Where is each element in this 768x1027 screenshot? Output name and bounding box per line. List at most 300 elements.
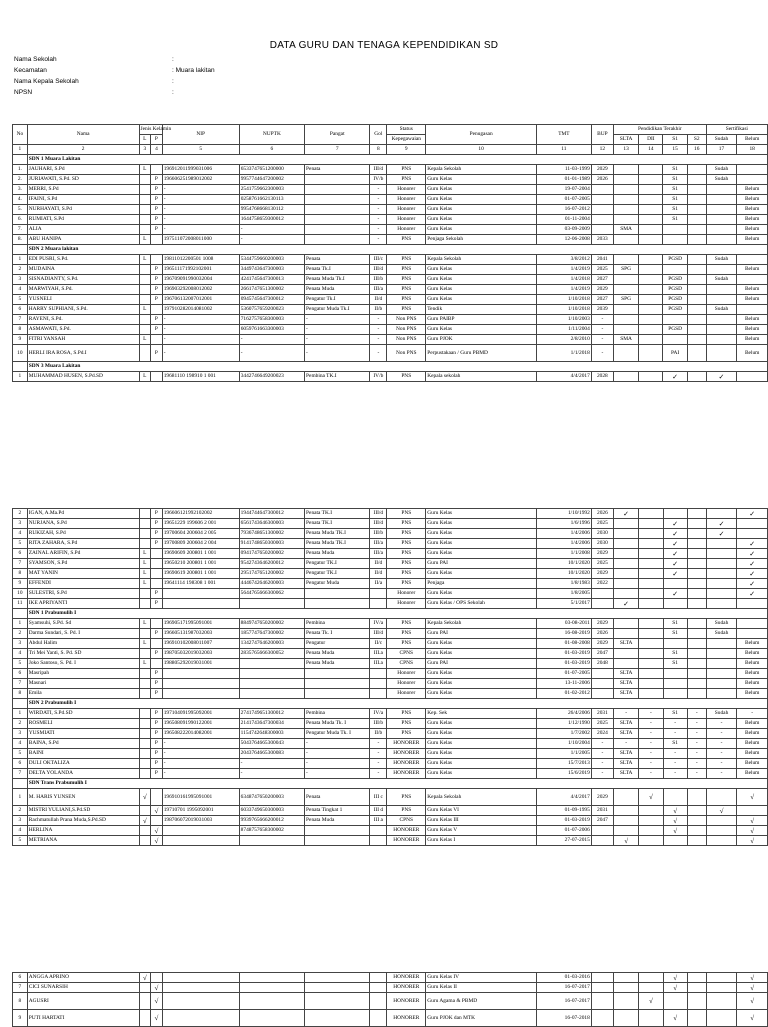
cell-nama: RUMIATI, S.Pd <box>27 215 139 225</box>
cell-jk-l: L <box>139 659 151 669</box>
cell-nip: - <box>162 759 239 769</box>
table-row <box>13 679 768 689</box>
cell-nama: Masnari <box>27 679 139 689</box>
cell-pangkat: - <box>305 739 370 749</box>
cell-no: 6. <box>13 215 28 225</box>
cell-dii <box>639 836 663 846</box>
cell-pangkat: - <box>305 325 370 335</box>
cell-no: 6 <box>13 973 28 983</box>
cell-bup: 2027 <box>591 275 613 285</box>
cell-bup: - <box>591 759 613 769</box>
cell-jk-l <box>139 275 151 285</box>
cell-sert-belum <box>737 599 768 609</box>
cell-nip: 198805292019031001 <box>162 659 239 669</box>
cell-nama: RITA ZAHARA, S.Pd <box>27 539 139 549</box>
col-s1-header: S1 <box>663 135 687 145</box>
cell-s1: - <box>663 729 687 739</box>
cell-s1 <box>663 836 687 846</box>
cell-bup <box>591 826 613 836</box>
cell-nama: MUDAINA <box>27 265 139 275</box>
cell-tmt: 1/7/2002 <box>537 729 592 739</box>
table-row <box>13 789 768 806</box>
cell-gol: IV/b <box>370 372 387 382</box>
cell-nip <box>162 679 239 689</box>
cell-tmt: 15/7/2013 <box>537 759 592 769</box>
cell-tmt: 01-03-2016 <box>537 973 592 983</box>
cell-nama: HERLINA <box>27 826 139 836</box>
cell-nama: ABU HANIPA <box>27 235 139 245</box>
cell-nuptk: 3442746649200023 <box>239 372 304 382</box>
cell-s1 <box>663 993 687 1010</box>
table-row <box>13 175 768 185</box>
cell-no: 10 <box>13 345 28 362</box>
cell-nip: 19651229 199606 2 001 <box>162 519 239 529</box>
cell-bup: 2048 <box>591 659 613 669</box>
table-row <box>13 275 768 285</box>
cell-jk-p: P <box>151 315 163 325</box>
cell-nama: Joko Santoso, S. Pd. I <box>27 659 139 669</box>
table-row <box>13 993 768 1010</box>
table-row <box>13 649 768 659</box>
cell-no: 1 <box>13 372 28 382</box>
cell-pangkat <box>305 215 370 225</box>
col-nuptk-header: NUPTK <box>239 125 304 145</box>
cell-nip: 196605131987032003 <box>162 629 239 639</box>
cell-pangkat: Penata Muda <box>305 649 370 659</box>
cell-status: HONORER <box>387 826 426 836</box>
cell-slta <box>613 315 638 325</box>
cell-no: 2 <box>13 806 28 816</box>
cell-nip: 19690609 200801 1 001 <box>162 549 239 559</box>
cell-bup <box>591 205 613 215</box>
cell-s1: S1 <box>663 195 687 205</box>
cell-dii <box>639 1010 663 1027</box>
cell-penugasan: Guru Kelas VI <box>426 806 537 816</box>
cell-jk-p: P <box>151 519 163 529</box>
col-pangkat-header: Pangat <box>305 125 370 145</box>
cell-s2 <box>687 509 706 519</box>
cell-tmt: 1/1/2008 <box>537 549 592 559</box>
cell-s2 <box>687 983 706 993</box>
cell-pangkat: Penata Muda <box>305 285 370 295</box>
cell-s2 <box>687 315 706 325</box>
cell-sert-belum: Belum <box>737 759 768 769</box>
cell-nip: 196706132007012001 <box>162 295 239 305</box>
cell-penugasan: Guru Kelas <box>426 185 537 195</box>
cell-pangkat <box>305 175 370 185</box>
cell-jk-p <box>151 619 163 629</box>
cell-penugasan: Guru Kelas <box>426 285 537 295</box>
cell-status: HONORER <box>387 973 426 983</box>
cell-s2 <box>687 669 706 679</box>
col-slta-header: SLTA <box>613 135 638 145</box>
cell-sert-sudah: - <box>706 749 737 759</box>
cell-penugasan: Kepala Sekolah <box>426 165 537 175</box>
cell-gol: III/d <box>370 265 387 275</box>
cell-sert-belum <box>737 806 768 816</box>
cell-nuptk: 6348747650200003 <box>239 789 304 806</box>
cell-sert-sudah <box>706 659 737 669</box>
cell-bup <box>591 993 613 1010</box>
header-row <box>13 125 768 135</box>
table-row <box>13 235 768 245</box>
cell-slta <box>613 579 638 589</box>
cell-no: 5 <box>13 659 28 669</box>
table-row <box>13 325 768 335</box>
cell-sert-sudah: - <box>706 769 737 779</box>
cell-sert-belum <box>737 629 768 639</box>
cell-nuptk: 2835765666300052 <box>239 649 304 659</box>
cell-penugasan: Penjaga Sekolah <box>426 235 537 245</box>
cell-jk-l <box>139 315 151 325</box>
cell-pangkat: - <box>305 769 370 779</box>
cell-penugasan: Guru Kelas / OPS Sekolah <box>426 599 537 609</box>
cell-s1: S1 <box>663 649 687 659</box>
cell-penugasan: Kepala Sekolah <box>426 619 537 629</box>
cell-sert-belum: Belum <box>737 639 768 649</box>
cell-no: 3 <box>13 639 28 649</box>
cell-sert-sudah: - <box>706 759 737 769</box>
col-dii-header: DII <box>639 135 663 145</box>
cell-gol: III.a <box>370 659 387 669</box>
cell-pangkat <box>305 993 370 1010</box>
cell-status: CPNS <box>387 816 426 826</box>
cell-pangkat: Penata Muda Tk.I <box>305 275 370 285</box>
cell-sert-sudah: ✓ <box>706 529 737 539</box>
cell-slta <box>613 549 638 559</box>
cell-jk-p <box>151 973 163 983</box>
cell-jk-l: L <box>139 619 151 629</box>
cell-jk-p: P <box>151 629 163 639</box>
cell-slta <box>613 255 638 265</box>
cell-no: 7. <box>13 225 28 235</box>
cell-gol <box>370 679 387 689</box>
cell-nuptk: 8748757658300002 <box>239 826 304 836</box>
cell-slta <box>613 649 638 659</box>
cell-dii <box>639 629 663 639</box>
cell-slta: ✓ <box>613 599 638 609</box>
section-no-cell <box>13 245 28 255</box>
cell-nuptk: 6033749650300003 <box>239 806 304 816</box>
cell-nuptk: 1944744647300012 <box>239 509 304 519</box>
cell-nuptk <box>239 836 304 846</box>
cell-tmt: 12-06-2008 <box>536 235 591 245</box>
cell-s2 <box>687 1010 706 1027</box>
cell-bup: 2031 <box>591 709 613 719</box>
cell-tmt: 1/6/1996 <box>537 519 592 529</box>
cell-dii <box>639 315 663 325</box>
table-row <box>13 769 768 779</box>
cell-nip: 196606121992102002 <box>162 509 239 519</box>
cell-nuptk <box>239 993 304 1010</box>
cell-no: 6 <box>13 549 28 559</box>
cell-penugasan: Guru Kelas <box>426 295 537 305</box>
cell-jk-p <box>151 335 163 345</box>
cell-penugasan: Guru Kelas <box>426 265 537 275</box>
cell-gol: II/d <box>370 295 387 305</box>
cell-pangkat <box>305 669 370 679</box>
table-row <box>13 265 768 275</box>
cell-tmt: 11-03-1999 <box>536 165 591 175</box>
cell-penugasan: Guru Kelas <box>426 275 537 285</box>
cell-penugasan: Guru PAI <box>426 559 537 569</box>
table-row <box>13 519 768 529</box>
cell-tmt: 01-07-2006 <box>537 826 592 836</box>
col-number-sert-belum: 18 <box>737 145 768 155</box>
cell-no: 4 <box>13 649 28 659</box>
cell-tmt: 01-08-2008 <box>537 639 592 649</box>
cell-bup <box>591 1010 613 1027</box>
cell-gol: III/d <box>370 509 387 519</box>
cell-jk-p: √ <box>151 983 163 993</box>
cell-bup <box>591 185 613 195</box>
cell-nama: WIRDATI, S.Pd.SD <box>27 709 139 719</box>
cell-pangkat: Pengatur Muda <box>305 579 370 589</box>
cell-gol: - <box>370 769 387 779</box>
cell-tmt: 01-03-2019 <box>537 816 592 826</box>
cell-slta: SLTA <box>613 769 638 779</box>
cell-sert-belum: Belum <box>737 659 768 669</box>
cell-jk-p: P <box>151 285 163 295</box>
cell-nuptk: 2741749651300012 <box>239 709 304 719</box>
cell-bup: 2031 <box>591 806 613 816</box>
col-tmt-header: TMT <box>536 125 591 145</box>
cell-status: PNS <box>387 709 426 719</box>
cell-status: CPNS <box>387 659 426 669</box>
cell-bup: - <box>591 739 613 749</box>
cell-jk-l <box>139 836 151 846</box>
cell-jk-p: P <box>151 295 163 305</box>
cell-penugasan: Guru Kelas <box>426 649 537 659</box>
cell-gol: II/b <box>370 305 387 315</box>
cell-sert-belum: √ <box>737 1010 768 1027</box>
cell-no: 8 <box>13 689 28 699</box>
cell-tmt: 16-07-2018 <box>537 1010 592 1027</box>
cell-gol: III/a <box>370 285 387 295</box>
col-number-s2: 16 <box>687 145 706 155</box>
cell-bup: 2033 <box>591 235 613 245</box>
cell-slta <box>613 826 638 836</box>
col-number-no: 1 <box>13 145 28 155</box>
cell-status: Non PNS <box>387 315 426 325</box>
cell-jk-l <box>139 599 151 609</box>
cell-penugasan: Guru Kelas <box>426 225 537 235</box>
cell-s2 <box>687 629 706 639</box>
cell-penugasan: Guru Kelas V <box>426 826 537 836</box>
cell-tmt: 1/11/2004 <box>536 325 591 335</box>
cell-dii: - <box>639 769 663 779</box>
cell-bup: 2026 <box>591 629 613 639</box>
cell-gol: IV/a <box>370 709 387 719</box>
cell-bup <box>591 983 613 993</box>
cell-dii <box>639 649 663 659</box>
cell-tmt: 1/1/2018 <box>536 345 591 362</box>
cell-slta <box>613 235 638 245</box>
cell-jk-p: P <box>151 265 163 275</box>
cell-no: 2. <box>13 175 28 185</box>
cell-s1: ✓ <box>663 569 687 579</box>
cell-jk-l: L <box>139 579 151 589</box>
cell-s1: PAI <box>663 345 687 362</box>
table-row <box>13 372 768 382</box>
col-sertifikasi-header: Sertifikasi <box>706 125 767 135</box>
cell-jk-p <box>151 549 163 559</box>
section-title: SDN 2 Prabumulih I <box>27 699 767 709</box>
cell-s1: ✓ <box>663 519 687 529</box>
table-row <box>13 983 768 993</box>
section-header-row <box>13 699 768 709</box>
cell-sert-belum: Belum <box>737 669 768 679</box>
cell-nama: NURJANA, S.Pd <box>27 519 139 529</box>
cell-pangkat <box>305 826 370 836</box>
cell-nuptk: 1644758659300012 <box>239 215 304 225</box>
cell-nip: 196709091990032004 <box>162 275 239 285</box>
cell-no: 7 <box>13 315 28 325</box>
cell-penugasan: Guru Kelas IV <box>426 973 537 983</box>
cell-nama: SULESTRI, S.Pd <box>27 589 139 599</box>
cell-sert-belum: Belum <box>737 315 768 325</box>
cell-nama: BAINA, S.Pd <box>27 739 139 749</box>
cell-jk-l: L <box>139 335 151 345</box>
cell-penugasan: Guru PAI <box>426 629 537 639</box>
cell-bup <box>591 669 613 679</box>
cell-bup: 2025 <box>591 559 613 569</box>
cell-sert-belum <box>737 275 768 285</box>
cell-gol: III/d <box>370 165 387 175</box>
cell-sert-belum: √ <box>737 826 768 836</box>
cell-penugasan: Kepala Sekolah <box>426 255 537 265</box>
cell-sert-belum: ✓ <box>737 539 768 549</box>
cell-slta: SMA <box>613 335 638 345</box>
cell-slta: SPG <box>613 295 638 305</box>
cell-jk-p: P <box>151 185 163 195</box>
cell-status: HONORER <box>387 769 426 779</box>
cell-nip: 19690619 200801 1 001 <box>162 569 239 579</box>
cell-jk-l: L <box>139 569 151 579</box>
cell-sert-belum: Belum <box>737 719 768 729</box>
cell-slta: SMA <box>613 225 638 235</box>
cell-nama: ROSMELI <box>27 719 139 729</box>
cell-nuptk: 6561743646300003 <box>239 519 304 529</box>
cell-jk-p: P <box>151 599 163 609</box>
cell-bup <box>591 973 613 983</box>
cell-s2 <box>687 235 706 245</box>
cell-jk-l <box>139 679 151 689</box>
cell-slta: ✓ <box>613 509 638 519</box>
cell-s2 <box>687 836 706 846</box>
cell-nuptk: - <box>239 759 304 769</box>
cell-sert-sudah: Sudah <box>706 619 737 629</box>
col-p-header: P <box>151 135 163 145</box>
cell-sert-belum: Belum <box>737 185 768 195</box>
cell-nip: 198706072019031003 <box>162 816 239 826</box>
table-row <box>13 295 768 305</box>
cell-nama: PUTI HARTATI <box>27 1010 139 1027</box>
cell-nama: Emila <box>27 689 139 699</box>
cell-s1: ✓ <box>663 559 687 569</box>
cell-dii <box>639 639 663 649</box>
cell-sert-sudah <box>706 295 737 305</box>
cell-sert-sudah <box>706 549 737 559</box>
cell-sert-belum <box>737 529 768 539</box>
cell-bup: - <box>591 345 613 362</box>
cell-sert-sudah: Sudah <box>706 305 737 315</box>
cell-no: 7 <box>13 679 28 689</box>
cell-tmt: 27-07-2015 <box>537 836 592 846</box>
cell-pangkat <box>305 589 370 599</box>
cell-tmt: 01-01-1989 <box>536 175 591 185</box>
cell-nama: MISTRI YULIANI,S.Pd.SD <box>27 806 139 816</box>
cell-nip: 19641114 198308 1 001 <box>162 579 239 589</box>
cell-slta: SLTA <box>613 759 638 769</box>
cell-sert-belum: ✓ <box>737 569 768 579</box>
cell-nip: - <box>162 225 239 235</box>
cell-sert-sudah <box>706 559 737 569</box>
cell-sert-belum: Belum <box>737 285 768 295</box>
cell-status: PNS <box>387 285 426 295</box>
cell-jk-p: √ <box>151 836 163 846</box>
cell-jk-l <box>139 759 151 769</box>
cell-status: PNS <box>387 569 426 579</box>
cell-status: PNS <box>387 579 426 589</box>
cell-status: PNS <box>387 549 426 559</box>
cell-bup <box>591 689 613 699</box>
cell-sert-belum: - <box>737 709 768 719</box>
table-row <box>13 973 768 983</box>
cell-nama: NURHAYATI, S.Pd <box>27 205 139 215</box>
cell-sert-sudah: Sudah <box>706 255 737 265</box>
cell-jk-p: P <box>151 195 163 205</box>
cell-jk-p: P <box>151 215 163 225</box>
cell-jk-p: P <box>151 729 163 739</box>
cell-nama: EDI PUSRI, S.Pd. <box>27 255 139 265</box>
cell-nama: CICI SUNARSIH <box>27 983 139 993</box>
cell-s1 <box>663 639 687 649</box>
col-nip-header: NIP <box>162 125 239 145</box>
cell-s1 <box>663 235 687 245</box>
cell-jk-p: P <box>151 669 163 679</box>
cell-sert-sudah <box>706 993 737 1010</box>
cell-sert-sudah <box>706 649 737 659</box>
cell-bup: 2028 <box>591 372 613 382</box>
cell-status: PNS <box>387 275 426 285</box>
col-number-slta: 13 <box>613 145 638 155</box>
cell-penugasan: Kepala Sekolah <box>426 789 537 806</box>
cell-nip: - <box>162 345 239 362</box>
cell-nuptk: - <box>239 769 304 779</box>
cell-s1 <box>663 335 687 345</box>
cell-pangkat: Pengatur <box>305 639 370 649</box>
cell-s1 <box>663 789 687 806</box>
table-row <box>13 836 768 846</box>
cell-nip: 197511072008011000 <box>162 235 239 245</box>
cell-no: 5 <box>13 836 28 846</box>
cell-nuptk: 6533747651200000 <box>239 165 304 175</box>
cell-slta <box>613 529 638 539</box>
cell-s1 <box>663 689 687 699</box>
cell-penugasan: Guru Kelas <box>426 215 537 225</box>
cell-no: 1. <box>13 165 28 175</box>
cell-pangkat: Pembina TK.I <box>305 372 370 382</box>
cell-s2 <box>687 372 706 382</box>
section-header-row <box>13 779 768 789</box>
cell-nuptk: 2661747651300002 <box>239 285 304 295</box>
cell-nama: METRIANA <box>27 836 139 846</box>
cell-s2 <box>687 679 706 689</box>
section-no-cell <box>13 362 28 372</box>
cell-bup <box>591 589 613 599</box>
cell-dii <box>639 529 663 539</box>
